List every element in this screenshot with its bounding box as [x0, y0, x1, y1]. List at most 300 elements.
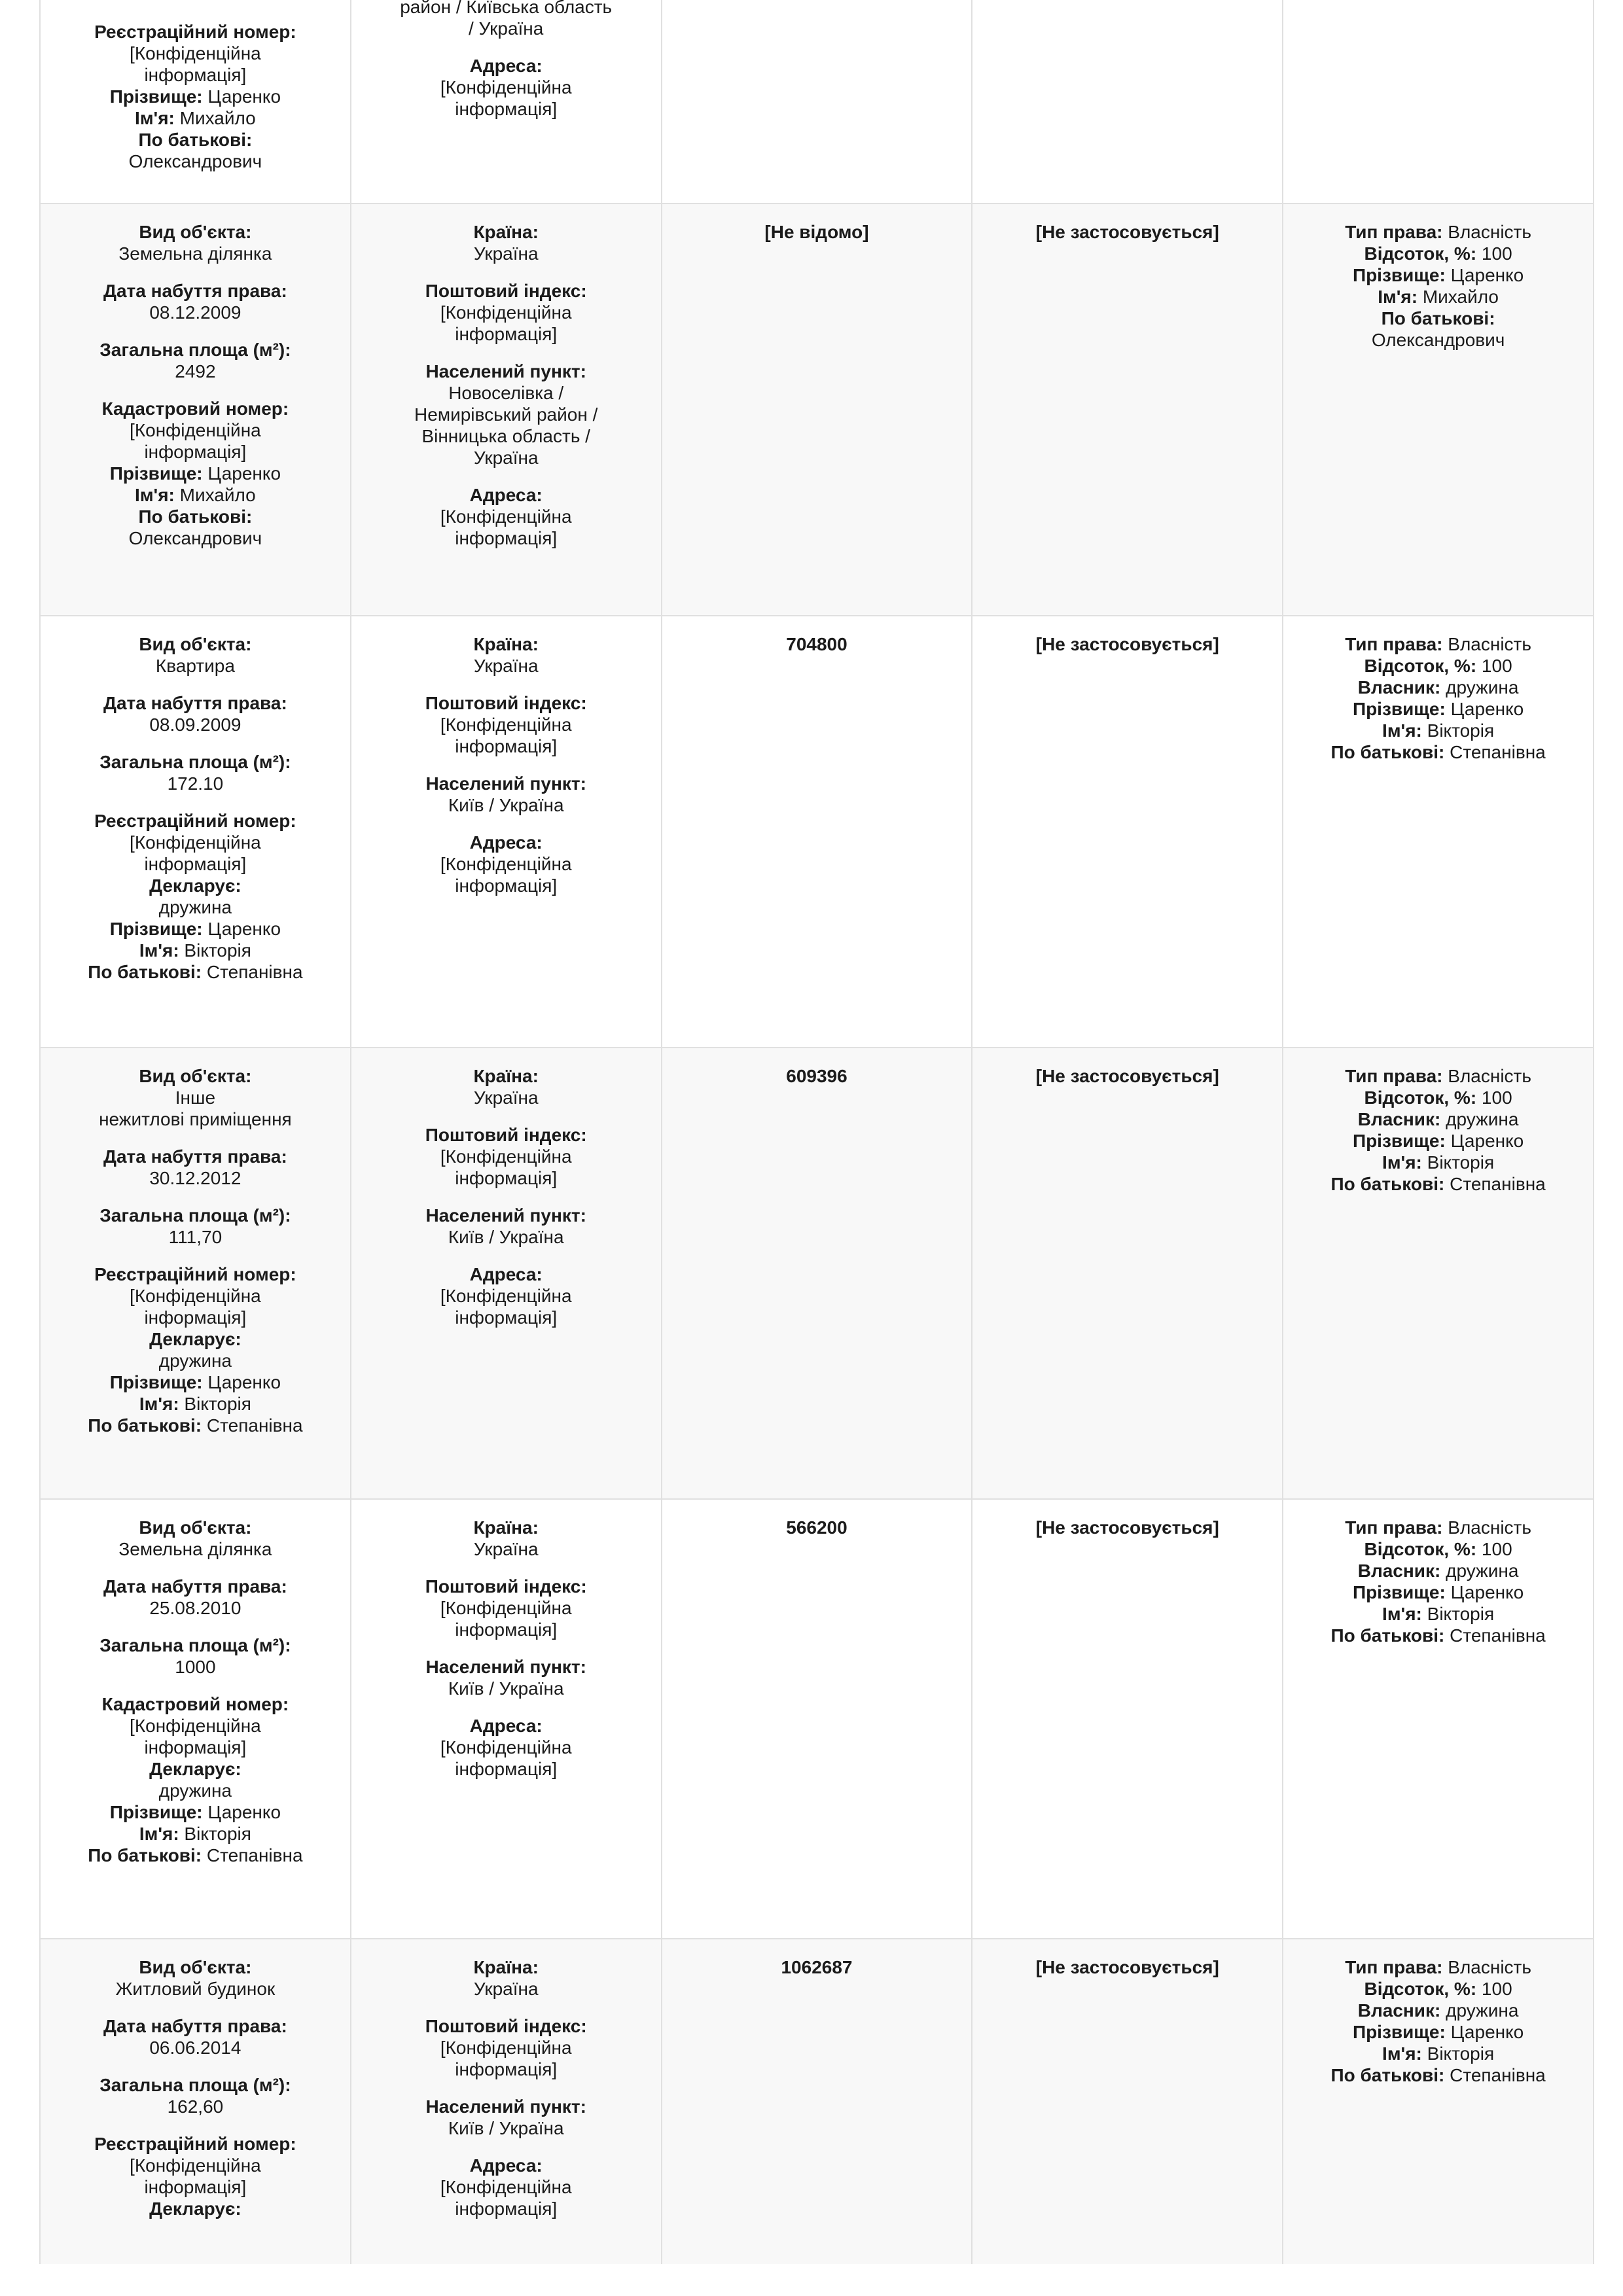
field-value: Олександрович [1371, 330, 1505, 350]
field-group [367, 1956, 645, 2000]
declaration-table [39, 0, 1594, 2264]
field-line [56, 280, 334, 302]
field-value: Вікторія [1421, 1604, 1495, 1624]
field-line [367, 1678, 645, 1699]
field-label: Тип права: [1345, 222, 1443, 242]
field-value: [Конфіденційна [440, 715, 572, 735]
field-line [367, 633, 645, 655]
field-line [56, 1307, 334, 1328]
field-label: Населений пункт: [425, 1205, 586, 1226]
field-label: 1062687 [781, 1957, 853, 1977]
field-value: Царенко [202, 1372, 281, 1392]
field-label: Адреса: [469, 832, 543, 853]
field-line [367, 447, 645, 468]
field-line [367, 243, 645, 264]
field-group [367, 55, 645, 120]
field-group [56, 1576, 334, 1619]
field-line [56, 1205, 334, 1226]
field-line [56, 1371, 334, 1393]
field-value: 08.12.2009 [149, 302, 241, 323]
field-group [367, 361, 645, 468]
table-cell [662, 0, 972, 203]
field-value: [Конфіденційна [440, 506, 572, 527]
field-line [56, 714, 334, 735]
field-label: [Не застосовується] [1035, 634, 1219, 654]
field-line [56, 1801, 334, 1823]
field-label: [Не застосовується] [1035, 1517, 1219, 1538]
field-label: Прізвище: [109, 463, 203, 484]
field-line [56, 1758, 334, 1780]
field-label: Прізвище: [1352, 2022, 1446, 2042]
field-value: Степанівна [202, 1845, 303, 1865]
table-cell [1283, 1048, 1594, 1499]
field-value: 100 [1476, 243, 1512, 264]
field-value: [Конфіденційна [440, 1286, 572, 1306]
field-line [367, 2155, 645, 2176]
field-value: Власність [1442, 1957, 1531, 1977]
field-value: 172.10 [167, 773, 224, 794]
field-value: дружина [1440, 1561, 1519, 1581]
field-group [367, 2015, 645, 2080]
field-group [1299, 1517, 1577, 1646]
field-line [988, 221, 1266, 243]
field-value: Олександрович [128, 151, 262, 171]
field-line [367, 1656, 645, 1678]
field-line [56, 484, 334, 506]
field-label: 704800 [786, 634, 847, 654]
field-group [56, 2074, 334, 2117]
cell-content [678, 221, 956, 243]
cell-content [988, 633, 1266, 655]
field-value: інформація] [455, 875, 558, 896]
field-line [367, 18, 645, 39]
field-label: Прізвище: [109, 919, 203, 939]
field-label: [Не застосовується] [1035, 1066, 1219, 1086]
field-value: Степанівна [1444, 1625, 1546, 1646]
field-line [56, 463, 334, 484]
table-cell [662, 616, 972, 1048]
field-line [988, 1517, 1266, 1538]
field-line [56, 875, 334, 896]
field-value: Власність [1442, 222, 1531, 242]
field-line [1299, 329, 1577, 351]
field-label: Власник: [1357, 1109, 1441, 1129]
table-cell [662, 1939, 972, 2264]
field-value: інформація] [455, 1759, 558, 1779]
field-label: Декларує: [149, 1759, 241, 1779]
field-value: інформація] [455, 1619, 558, 1640]
field-value: Степанівна [1444, 1174, 1546, 1194]
field-value: Київ / Україна [448, 2118, 564, 2138]
field-value: [Конфіденційна [130, 43, 261, 63]
field-value: Олександрович [128, 528, 262, 548]
field-line [56, 506, 334, 527]
table-cell [972, 203, 1283, 616]
field-group [56, 1065, 334, 1130]
field-label: Реєстраційний номер: [94, 2134, 296, 2154]
field-line [367, 1956, 645, 1978]
field-line [1299, 286, 1577, 308]
field-value: Україна [473, 1539, 539, 1559]
field-line [1299, 1130, 1577, 1152]
field-label: Ім'я: [1382, 1152, 1422, 1173]
field-value: Київ / Україна [448, 795, 564, 815]
field-label: По батькові: [88, 1845, 202, 1865]
cell-content [367, 1956, 645, 2219]
field-group [1299, 1956, 1577, 2086]
field-label: Адреса: [469, 485, 543, 505]
table-cell [351, 1939, 662, 2264]
field-value: Вікторія [179, 1394, 251, 1414]
field-line [367, 404, 645, 425]
field-value: [Конфіденційна [130, 832, 261, 853]
field-value: інформація] [144, 2177, 247, 2197]
field-label: Населений пункт: [425, 361, 586, 381]
field-line [1299, 655, 1577, 677]
field-line [367, 2058, 645, 2080]
field-line [367, 714, 645, 735]
field-group [56, 339, 334, 382]
field-line [56, 773, 334, 794]
field-group [56, 1205, 334, 1248]
field-line [367, 1205, 645, 1226]
field-line [56, 1328, 334, 1350]
field-value: Царенко [202, 919, 281, 939]
field-label: Реєстраційний номер: [94, 22, 296, 42]
field-line [56, 2096, 334, 2117]
field-label: Ім'я: [139, 1824, 179, 1844]
field-line [1299, 1956, 1577, 1978]
field-group [56, 398, 334, 549]
table-cell [351, 0, 662, 203]
field-label: Ім'я: [1378, 287, 1418, 307]
field-line [1299, 1538, 1577, 1560]
field-line [1299, 1560, 1577, 1581]
field-value: дружина [158, 897, 232, 917]
field-line [367, 2117, 645, 2139]
field-label: 609396 [786, 1066, 847, 1086]
table-cell [972, 1048, 1283, 1499]
field-label: Відсоток, %: [1364, 1539, 1477, 1559]
field-group [367, 1517, 645, 1560]
field-line [56, 107, 334, 129]
field-line [56, 1263, 334, 1285]
field-label: Вид об'єкта: [139, 634, 252, 654]
field-value: інформація] [455, 2059, 558, 2079]
field-line [367, 2198, 645, 2219]
table-cell [972, 0, 1283, 203]
field-line [56, 1226, 334, 1248]
field-label: По батькові: [1381, 308, 1495, 328]
field-line [367, 280, 645, 302]
field-value: дружина [1440, 2000, 1519, 2021]
field-label: Ім'я: [1382, 1604, 1422, 1624]
field-value: 25.08.2010 [149, 1598, 241, 1618]
cell-content [56, 21, 334, 172]
table-row [40, 1048, 1594, 1499]
field-value: Житловий будинок [115, 1979, 276, 1999]
field-label: Прізвище: [1352, 1582, 1446, 1602]
field-group [988, 1517, 1266, 1538]
field-line [56, 810, 334, 832]
field-label: Відсоток, %: [1364, 656, 1477, 676]
field-line [56, 1597, 334, 1619]
field-label: По батькові: [138, 506, 253, 527]
field-label: [Не відомо] [764, 222, 869, 242]
field-value: Власність [1442, 1066, 1531, 1086]
field-line [56, 1634, 334, 1656]
field-value: Україна [473, 656, 539, 676]
field-label: Вид об'єкта: [139, 1517, 252, 1538]
field-label: Дата набуття права: [103, 1146, 287, 1167]
field-line [56, 1956, 334, 1978]
field-line [988, 1065, 1266, 1087]
field-value: нежитлові приміщення [99, 1109, 292, 1129]
field-value: Вікторія [179, 1824, 251, 1844]
field-group [56, 810, 334, 983]
field-line [56, 2133, 334, 2155]
field-line [56, 339, 334, 361]
field-label: По батькові: [1330, 2065, 1445, 2085]
field-line [56, 1656, 334, 1678]
table-cell [40, 1499, 351, 1939]
field-label: Загальна площа (м²): [99, 1205, 291, 1226]
table-cell [1283, 203, 1594, 616]
field-group [678, 1517, 956, 1538]
field-value: 08.09.2009 [149, 715, 241, 735]
field-value: Царенко [1445, 1582, 1524, 1602]
field-line [56, 1693, 334, 1715]
field-value: інформація] [455, 1168, 558, 1188]
field-label: [Не застосовується] [1035, 1957, 1219, 1977]
cell-content [678, 1517, 956, 1538]
field-line [56, 940, 334, 961]
field-line [56, 1146, 334, 1167]
table-row [40, 1499, 1594, 1939]
table-cell [351, 1499, 662, 1939]
cell-content [367, 1065, 645, 1328]
table-viewport [39, 0, 1594, 2264]
field-line [56, 1538, 334, 1560]
field-label: Власник: [1357, 677, 1441, 698]
field-line [56, 2176, 334, 2198]
field-line [56, 896, 334, 918]
field-value: інформація] [455, 2199, 558, 2219]
field-line [367, 323, 645, 345]
field-line [1299, 221, 1577, 243]
field-group [367, 692, 645, 757]
field-label: Декларує: [149, 875, 241, 896]
field-line [1299, 1625, 1577, 1646]
field-line [1299, 1152, 1577, 1173]
field-value: Україна [473, 243, 539, 264]
table-cell [40, 616, 351, 1048]
field-line [1299, 264, 1577, 286]
field-value: Михайло [174, 108, 256, 128]
field-line [367, 1737, 645, 1758]
field-label: Відсоток, %: [1364, 1979, 1477, 1999]
field-line [367, 1307, 645, 1328]
field-line [56, 221, 334, 243]
field-line [56, 2074, 334, 2096]
field-value: 2492 [175, 361, 216, 381]
field-line [367, 1619, 645, 1640]
field-group [367, 280, 645, 345]
field-line [1299, 1108, 1577, 1130]
field-group [56, 1956, 334, 2000]
table-row [40, 616, 1594, 1048]
field-line [56, 692, 334, 714]
field-line [678, 1956, 956, 1978]
field-group [367, 1065, 645, 1108]
field-label: Країна: [473, 1517, 539, 1538]
table-cell [972, 1499, 1283, 1939]
field-label: Поштовий індекс: [425, 1125, 587, 1145]
field-line [367, 1263, 645, 1285]
field-line [1299, 698, 1577, 720]
field-value: інформація] [144, 854, 247, 874]
field-value: Вікторія [1421, 1152, 1495, 1173]
field-value: дружина [1440, 677, 1519, 698]
field-label: Країна: [473, 1066, 539, 1086]
table-cell [40, 1939, 351, 2264]
cell-content [56, 633, 334, 983]
field-group [1299, 633, 1577, 763]
table-row [40, 1939, 1594, 2264]
field-label: Реєстраційний номер: [94, 811, 296, 831]
cell-content [367, 633, 645, 896]
field-label: Країна: [473, 222, 539, 242]
field-value: 111,70 [168, 1227, 223, 1247]
field-value: Степанівна [202, 1415, 303, 1436]
table-cell [1283, 0, 1594, 203]
field-value: інформація] [455, 736, 558, 756]
field-line [367, 794, 645, 816]
field-value: [Конфіденційна [440, 77, 572, 97]
field-line [56, 655, 334, 677]
field-line [367, 302, 645, 323]
field-value: [Конфіденційна [440, 2177, 572, 2197]
field-line [367, 832, 645, 853]
table-cell [351, 1048, 662, 1499]
field-value: [Конфіденційна [130, 1716, 261, 1736]
field-group [56, 1693, 334, 1866]
field-line [1299, 2021, 1577, 2043]
field-group [988, 633, 1266, 655]
field-value: Немирівський район / [414, 404, 598, 425]
field-line [367, 1087, 645, 1108]
field-group [56, 1263, 334, 1436]
field-value: [Конфіденційна [440, 302, 572, 323]
field-label: Відсоток, %: [1364, 1087, 1477, 1108]
field-line [367, 98, 645, 120]
table-cell [662, 203, 972, 616]
field-line [367, 1715, 645, 1737]
field-line [56, 129, 334, 150]
field-label: Адреса: [469, 1716, 543, 1736]
field-value: Вікторія [179, 940, 251, 961]
field-group [56, 2015, 334, 2058]
field-group [367, 1656, 645, 1699]
field-line [367, 2015, 645, 2037]
field-line [367, 875, 645, 896]
field-value: 1000 [175, 1657, 216, 1677]
field-group [988, 221, 1266, 243]
field-group [988, 1956, 1266, 1978]
field-line [56, 419, 334, 441]
field-line [56, 398, 334, 419]
table-cell [40, 203, 351, 616]
field-label: По батькові: [1330, 1625, 1445, 1646]
field-line [56, 243, 334, 264]
field-group [678, 1956, 956, 1978]
field-value: [Конфіденційна [440, 854, 572, 874]
field-label: Населений пункт: [425, 2096, 586, 2117]
field-value: Новоселівка / [448, 383, 564, 403]
field-value: [Конфіденційна [440, 1598, 572, 1618]
field-line [678, 633, 956, 655]
field-group [988, 1065, 1266, 1087]
field-label: Дата набуття права: [103, 693, 287, 713]
field-value: Царенко [1445, 1131, 1524, 1151]
field-line [56, 1845, 334, 1866]
field-line [367, 735, 645, 757]
field-line [56, 1823, 334, 1845]
field-label: Кадастровий номер: [101, 398, 289, 419]
field-line [367, 773, 645, 794]
field-group [56, 692, 334, 735]
table-row [40, 0, 1594, 203]
cell-content [1299, 1065, 1577, 1195]
field-line [56, 150, 334, 172]
field-label: Прізвище: [1352, 1131, 1446, 1151]
field-line [56, 527, 334, 549]
field-line [988, 1956, 1266, 1978]
field-value: Царенко [1445, 265, 1524, 285]
cell-content [678, 633, 956, 655]
field-label: Країна: [473, 1957, 539, 1977]
field-value: Квартира [155, 656, 235, 676]
field-label: Адреса: [469, 56, 543, 76]
cell-content [1299, 633, 1577, 763]
field-value: 100 [1476, 1087, 1512, 1108]
field-line [56, 302, 334, 323]
table-cell [1283, 1939, 1594, 2264]
field-value: район / Київська область [400, 0, 613, 17]
field-line [56, 1350, 334, 1371]
table-cell [662, 1499, 972, 1939]
field-value: Україна [473, 1979, 539, 1999]
field-group [367, 2155, 645, 2219]
field-line [56, 2037, 334, 2058]
field-line [367, 1124, 645, 1146]
field-label: Відсоток, %: [1364, 243, 1477, 264]
field-line [1299, 243, 1577, 264]
field-label: Дата набуття права: [103, 1576, 287, 1597]
field-group [678, 633, 956, 655]
field-line [56, 43, 334, 64]
field-line [367, 382, 645, 404]
field-line [367, 1597, 645, 1619]
field-line [367, 2037, 645, 2058]
field-value: Михайло [174, 485, 256, 505]
field-value: [Конфіденційна [440, 2038, 572, 2058]
field-line [367, 1146, 645, 1167]
field-value: дружина [158, 1351, 232, 1371]
field-line [678, 1517, 956, 1538]
field-group [678, 221, 956, 243]
field-line [367, 527, 645, 549]
